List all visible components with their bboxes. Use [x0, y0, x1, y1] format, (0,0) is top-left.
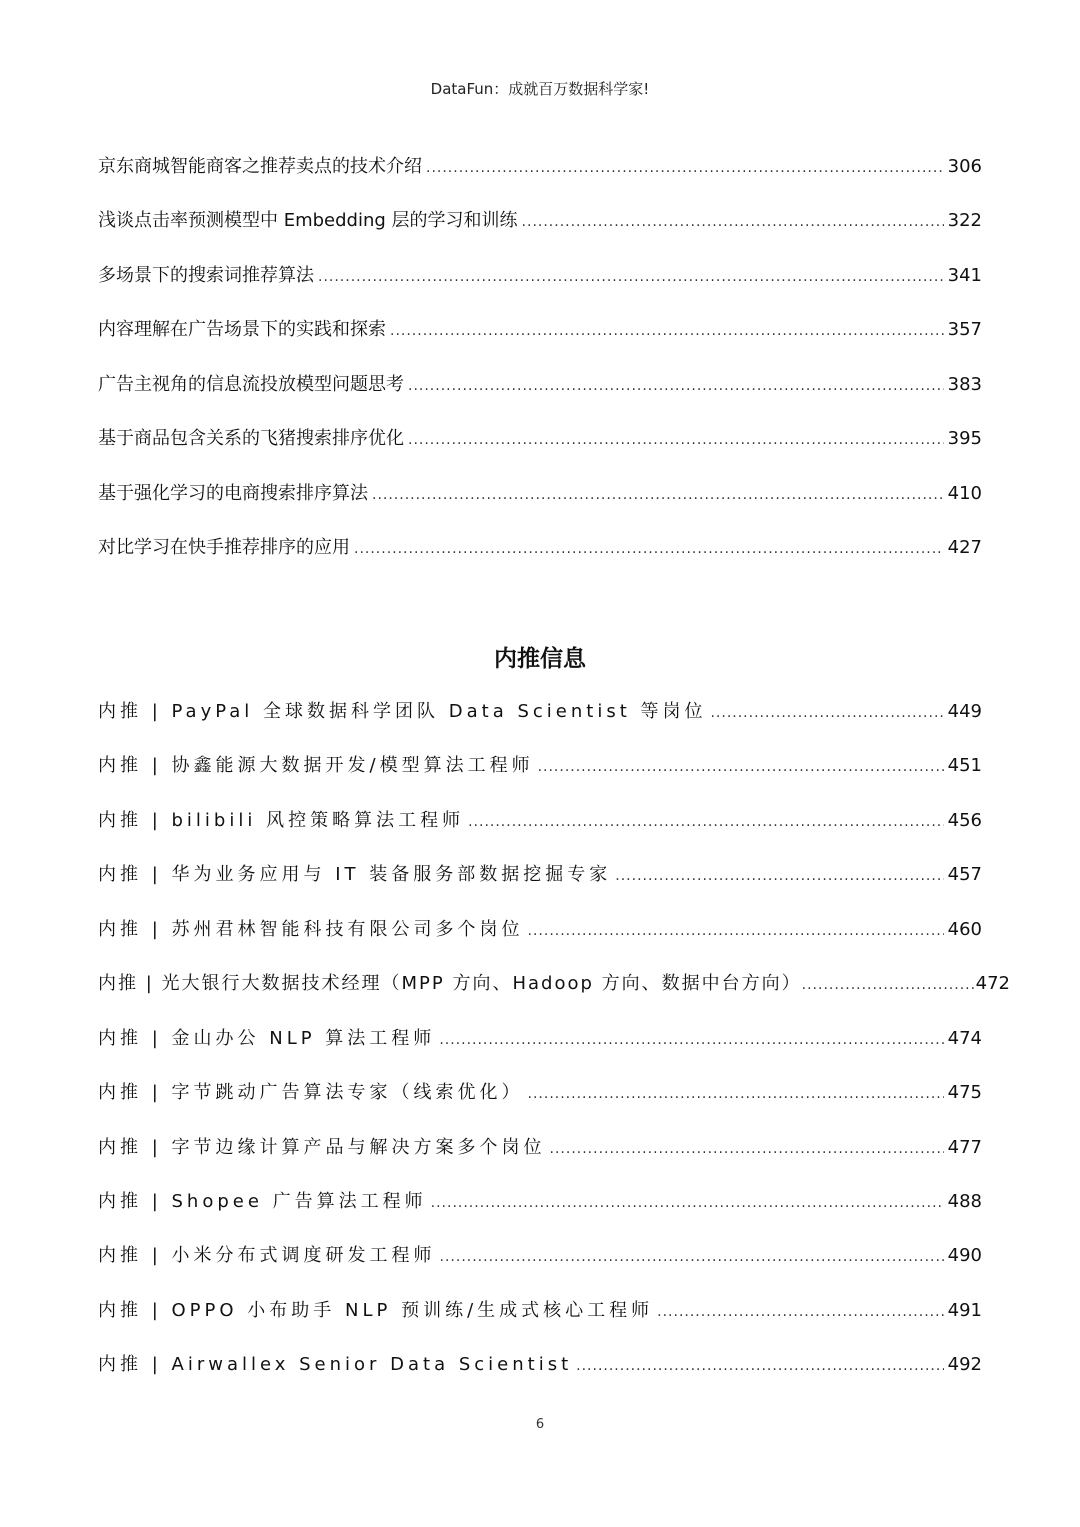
referral-entry[interactable]	[98, 970, 1010, 998]
referral-entry-page: 460	[947, 919, 982, 940]
leader-dots	[522, 208, 944, 236]
toc-entry-page: 341	[947, 265, 982, 286]
referral-entry-title: 内推 | 字节边缘计算产品与解决方案多个岗位	[98, 1137, 546, 1158]
leader-dots	[440, 1243, 944, 1271]
toc-entry[interactable]	[98, 371, 982, 399]
referral-entry[interactable]	[98, 1351, 982, 1379]
leader-dots	[550, 1135, 944, 1163]
referral-entry-page: 475	[947, 1082, 982, 1103]
referral-entry-page: 457	[947, 864, 982, 885]
referral-entry[interactable]	[98, 1297, 982, 1325]
referral-entry[interactable]	[98, 916, 982, 944]
referral-entry-page: 491	[947, 1300, 982, 1321]
toc-entry-page: 322	[947, 210, 982, 231]
referral-entry-title: 内推 | PayPal 全球数据科学团队 Data Scientist 等岗位	[98, 701, 707, 722]
referral-entry-page: 474	[947, 1028, 982, 1049]
toc-entry[interactable]	[98, 425, 982, 453]
toc-entry[interactable]	[98, 207, 982, 235]
leader-dots	[576, 1352, 943, 1380]
leader-dots	[408, 426, 944, 454]
leader-dots	[528, 1080, 944, 1108]
toc-entry-title: 内容理解在广告场景下的实践和探索	[98, 319, 386, 340]
toc-entry[interactable]	[98, 316, 982, 344]
toc-entry[interactable]	[98, 262, 982, 290]
referral-entry-page: 492	[947, 1354, 982, 1375]
referral-entry-page: 472	[975, 973, 1010, 994]
toc-entry-page: 357	[947, 319, 982, 340]
page-header: DataFun：成就百万数据科学家!	[430, 80, 650, 98]
section-title: 内推信息	[494, 646, 586, 672]
leader-dots	[657, 1298, 944, 1326]
leader-dots	[468, 808, 944, 836]
leader-dots	[372, 481, 944, 509]
referral-entry-title: 内推 | 小米分布式调度研发工程师	[98, 1245, 436, 1266]
referral-entry-title: 内推 | 字节跳动广告算法专家（线索优化）	[98, 1082, 524, 1103]
referral-entry-title: 内推 | OPPO 小布助手 NLP 预训练/生成式核心工程师	[98, 1300, 654, 1321]
toc-entry-page: 427	[947, 537, 982, 558]
toc-entry-title: 基于强化学习的电商搜索排序算法	[98, 483, 368, 504]
referral-entry-title: 内推 | Airwallex Senior Data Scientist	[98, 1354, 573, 1375]
referral-entry[interactable]	[98, 698, 982, 726]
referral-entry[interactable]	[98, 1242, 982, 1270]
toc-entry-title: 对比学习在快手推荐排序的应用	[98, 537, 350, 558]
toc-entry[interactable]	[98, 534, 982, 562]
leader-dots	[354, 535, 944, 563]
leader-dots	[538, 753, 944, 781]
leader-dots	[439, 1026, 943, 1054]
toc-entry-page: 395	[947, 428, 982, 449]
referral-entry-title: 内推 | 苏州君林智能科技有限公司多个岗位	[98, 919, 524, 940]
referral-entry-title: 内推 | Shopee 广告算法工程师	[98, 1191, 427, 1212]
toc-entry-title: 京东商城智能商客之推荐卖点的技术介绍	[98, 156, 422, 177]
leader-dots	[615, 862, 943, 890]
referral-entry-page: 449	[947, 701, 982, 722]
leader-dots	[431, 1189, 944, 1217]
referral-entry[interactable]	[98, 1079, 982, 1107]
leader-dots	[390, 317, 944, 345]
toc-entry-title: 浅谈点击率预测模型中 Embedding 层的学习和训练	[98, 210, 518, 231]
toc-entry-title: 基于商品包含关系的飞猪搜索排序优化	[98, 428, 404, 449]
toc-entry-page: 306	[947, 156, 982, 177]
referral-entry[interactable]	[98, 752, 982, 780]
leader-dots	[318, 263, 944, 291]
toc-entry[interactable]	[98, 480, 982, 508]
referral-entry[interactable]	[98, 807, 982, 835]
referral-entry-page: 456	[947, 810, 982, 831]
referral-entry[interactable]	[98, 1134, 982, 1162]
page-number: 6	[535, 1417, 545, 1432]
referral-entry[interactable]	[98, 1025, 982, 1053]
referral-entry-page: 490	[947, 1245, 982, 1266]
referral-entry-page: 477	[947, 1137, 982, 1158]
leader-dots	[710, 699, 943, 727]
referral-entry-title: 内推 | 协鑫能源大数据开发/模型算法工程师	[98, 755, 534, 776]
referral-entry-title: 内推 | 华为业务应用与 IT 装备服务部数据挖掘专家	[98, 864, 612, 885]
referral-entry-title: 内推 | 光大银行大数据技术经理（MPP 方向、Hadoop 方向、数据中台方向）	[98, 973, 802, 994]
leader-dots	[408, 372, 944, 400]
leader-dots	[528, 917, 944, 945]
toc-entry-page: 383	[947, 374, 982, 395]
toc-entry-title: 多场景下的搜索词推荐算法	[98, 265, 314, 286]
leader-dots	[802, 971, 976, 999]
toc-entry[interactable]	[98, 153, 982, 181]
referral-entry-title: 内推 | bilibili 风控策略算法工程师	[98, 810, 465, 831]
referral-entry[interactable]	[98, 1188, 982, 1216]
toc-entry-page: 410	[947, 483, 982, 504]
leader-dots	[426, 154, 944, 182]
referral-entry-page: 488	[947, 1191, 982, 1212]
toc-entry-title: 广告主视角的信息流投放模型问题思考	[98, 374, 404, 395]
referral-entry-title: 内推 | 金山办公 NLP 算法工程师	[98, 1028, 436, 1049]
referral-entry[interactable]	[98, 861, 982, 889]
referral-entry-page: 451	[947, 755, 982, 776]
